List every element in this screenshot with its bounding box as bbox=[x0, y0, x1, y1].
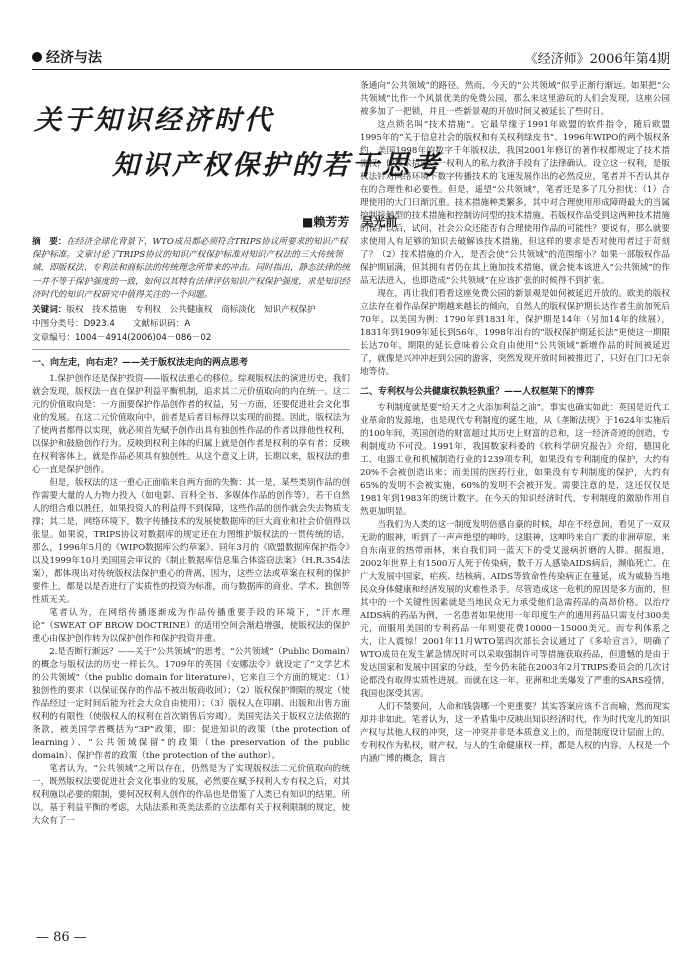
paragraph: 笔者认为，“公共领域”之所以存在，仍然是为了实现版权法二元价值取向的统一，既然版权法要促进社会文化事业的发展，必然要在赋予权利人专有权之后，对其权利施以必要的限制，要何况权利人创作的作品也是借鉴了人类已有知识的结果。所以，基于利益平衡的考虑，大陆法系和英美法系的立法都有关于权利限制的规定，使大众有了一 bbox=[32, 764, 350, 827]
paragraph: 专利制度就是要“给天才之火添加利益之油”。事实也确实如此：英国是近代工业革命的发源地，也是现代专利制度的诞生地，从《垄断法规》于1624年实施后的100年间，英国创造的财富超过其历史上财富的总和，这一经济奇迹的创造，专利制度功不可没。1991年，我国数家科委的《软科学研究报告》介绍，德国化工、电器工业和机械制造行业的1239项专利，如果没有专利制度的保护，大约有20%不会被创造出来；而美国的医药行业，如果没有专利制度的保护，大约有65%的发明不会被实施，60%的发明不会被开发。需要注意的是，这还仅仅是1981年到1983年的统计数字。在今天的知识经济时代，专利制度的激励作用自然更加明显。 bbox=[360, 403, 670, 517]
page-header bbox=[32, 44, 670, 70]
abstract bbox=[32, 236, 350, 302]
divider bbox=[32, 349, 350, 350]
paragraph: 但是，版权法的这一重心正面临来自两方面的失衡：其一是，某些类别作品的创作需要大量的人力物力投入（如电影、百科全书、多媒体作品的创作等），若干自然人的组合难以胜任，如果投资人的利益得不到保障，这些作品的创作就会失去物质支撑；其二是，网络环境下，数字传播技术的发展使数据库的巨大商业和社会价值得以张显。如果说，TRIPS协议对数据库的规定还在力图维护版权法的一贯传统的话，那么，1996年5月的《WIPO数据库公约草案》、同年3月的《欧盟数据库保护指令》以及1999年10月美国国会审议的《制止数据库信息集合体盗窃法案》（H.R.354法案），都体现出对传统版权法保护重心的背离，因为，这些立法或草案在权利的保护要件上，都是以是否进行了实质性的投资为标准，而与数据库的商业、学术、独创等性质无关。 bbox=[32, 478, 350, 606]
keywords-label: 关键词： bbox=[32, 305, 67, 316]
author-names: ■赖芳芳 吴光前 bbox=[302, 215, 398, 229]
article-title-line1: 关于知识经济时代 bbox=[34, 105, 274, 136]
doc-code: 文献标识码：A bbox=[132, 319, 191, 330]
paragraph: 当我们为人类的这一制度发明倍感自豪的时候，却在不经意间，看见了一双双无助的眼神，听到了一声声绝望的呻吟。这眼神，这呻吟来自广袤的非洲草原，来自东南亚的热带雨林，来自我们同一蓝天下的受艾滋病折磨的人群。据报道，2002年世界上有1500万人死于传染病，数千万人感染AIDS病后，濒临死亡。在广大发展中国家，疟疾、结核病、AIDS等致命性传染病正在蔓延，成为威胁当地民众身体健康和经济发展的灾难性杀手。尽管造成这一危机的原因是多方面的，但其中的一个关键性因素就是当地民众无力承受他们急需药品的高昂价格。以治疗AIDS病的药品为例，一名患者如果使用一年印度生产的通用药品只需支付300美元，而服用美国的专利药品一年则要花费10000－15000美元。而专利体系之大，让人震惊！2001年11月WTO第四次部长会议通过了《多哈宣言》，明确了WTO成员在发生紧急情况时可以采取强制许可等措施获取药品，但遗憾的是由于发达国家和发展中国家的分歧，至今仍未能在2003年2月TRIPS委员会的几次讨论都没有取得实质性进展。而就在这一年，亚洲和北美爆发了严重的SARS疫情，我国也深受其害。 bbox=[360, 520, 670, 699]
article-number: 文章编号：1004－4914(2006)04－086－02 bbox=[32, 333, 212, 344]
section-name: 经济与法 bbox=[46, 50, 102, 66]
paragraph: 现在，再让我们看看这座免费公园的新景观是如何被延迟开放的。欧美的版权立法存在着作品保护期越来越长的倾向，自然人的版权保护期长达作者生前加死后70年。以美国为例：1790年到1831年，保护期是14年（另加14年的续展），1831年到1909年延长到56年，1998年出台的“版权保护期延长法”更使这一期限长达70年。期限的延长意味着公众自由使用“公共领域”新增作品的时间被延迟了，就像是兴冲冲赶到公园的游客，突然发现开放时间被推迟了，只好在门口无奈地等待。 bbox=[360, 289, 670, 377]
paragraph: 2.是否断行渐远？——关于“公共领域”的思考。“公共领域”（Public Domain）的概念与版权法的历史一样长久。1709年的英国《安娜法令》就设定了“文学艺术的公共领域”（the public domain for literature），它来自三个方面的规定：（1）独创性的要求（以保证保存的作品不被出版商收回）；（2）版权保护期限的规定（使作品经过一定时间后能为社会大众自由使用）；（3）版权人在印刷、出版和出售方面权利的有限性（使版权人的权利在首次销售后穷竭）。美国宪法关于版权立法依据的条款，被美国学者概括为“3P”政策，即：促进知识的政策（the protection of learning）、“公共领域保留”的政策（the preservation of the public domain）、保护作者的政策（the protection of the author）。 bbox=[32, 647, 350, 762]
keywords bbox=[32, 304, 350, 317]
left-column bbox=[32, 236, 350, 828]
paragraph: 1.保护创作还是保护投资——版权法重心的移位。综观版权法的演进历史，我们就会发现，版权法一直在保护利益平衡机制，追求其二元价值取向的内在统一。这二元的价值取向是：一方面要保护作品创作者的权益，另一方面，还要促进社会文化事业的发展。在这二元价值取向中，前者是后者目标得以实现的前提。因此，版权法为了使两者都得以实现，就必须首先赋予创作出具有独创性作品的作者以排他性权利，以保护和鼓励创作行为。反映到权利主体的归属上就是创作者是权利的享有者；反映在权利客体上，就是作品必须具有独创性。从这个意义上讲，长期以来，版权法的重心一直是保护创作。 bbox=[32, 374, 350, 476]
paragraph: 条通向“公共领域”的路径。然而，今天的“公共领域”似乎正渐行渐远。如果把“公共领域”比作一个风景优美的免费公园，那么来这里游玩的人们会发现，这座公园被多加了一把锁，并且一些新景观的开放时间又被延长了些时日。 bbox=[360, 81, 670, 117]
bullet-icon bbox=[32, 52, 42, 62]
journal-issue: 《经济师》2006年第4期 bbox=[524, 52, 670, 67]
section-label bbox=[32, 47, 102, 67]
keywords-text: 版权 技术措施 专利权 公共健康权 商标淡化 知识产权保护 bbox=[66, 305, 316, 316]
article-title-line2: 知识产权保护的若干思考 bbox=[112, 150, 442, 181]
article-meta bbox=[32, 317, 350, 331]
section-2-heading: 二、专利权与公共健康权孰轻孰重？——人权框架下的博弈 bbox=[360, 387, 595, 397]
paragraph: 人们不禁要问，人命和钱袋哪一个更重要？其实答案应该不言而喻，然而现实却并非如此。笔者认为，这一矛盾集中反映出知识经济时代，作为时代宠儿的知识产权与其他人权的冲突，这一冲突并非是本质意义上的，而是制度设计层面上的。专利权作为私权，财产权，与人的生命健康权一样，都是人权的内容。人权是一个内涵广博的概念，简言 bbox=[360, 702, 670, 764]
page-number: — 86 — bbox=[36, 930, 87, 945]
abstract-label: 摘 要： bbox=[32, 237, 67, 247]
clc-number: 中图分类号：D923.4 bbox=[32, 319, 115, 330]
abstract-text: 在经济全球化背景下，WTO成员都必须符合TRIPS协议所要求的知识产权保护标准。文章讨论了TRIPS协议的知识产权保护标准对知识产权法的三大传统领域，即版权法、专利法和商标法的传统理念所带来的冲击。同时指出，静态法律的统一并不等于保护强度的一致，如何以其特有法律评估知识产权保护强度，求是知识经济时代的知识产权研究中值得关注的一个问题。 bbox=[32, 237, 350, 300]
paragraph: 这点锁名叫“技术措施”。它最早缘于1991年欧盟的软件指令，随后欧盟1995年的“关于信息社会的版权和有关权利绿皮书”、1996年WIPO的两个版权条约、美国1998年的数字千年版权法，我国2001年修订的著作权都规定了技术措施权，使技术措施这一权利人的私力救济手段有了法律确认。设立这一权利，是版权法针对网络环境下数字传播技术的飞速发展作出的必然反应，笔者并不否认其存在的合理性和必要性。但是，遥望“公共领域”，笔者还是多了几分担忧：（1）合理使用的大门日渐沉重。技术措施种类繁多，其中对合理使用形成障碍最大的当属控制接触型的技术措施和控制访问型的技术措施。若版权作品受到这两种技术措施的保护以后，试问，社会公众还能否有合理使用作品的可能性？要说有，那么就要求使用人有足够的知识去破解该技术措施，但这样的要求是否对使用者过于苛刻了？（2）技术措施的介入，是否会使“公共领域”的范围缩小？如果一部版权作品保护期届满，但其拥有者仍在其上施加技术措施，就会使本该进入“公共领域”的作品无法进入，也即造成“公共领域”在应该扩张的时候得不到扩张。 bbox=[360, 120, 670, 286]
paragraph: 笔者认为，在网络传播逐渐成为作品传播重要手段的环境下，“汗水理论”（SWEAT OF BROW DOCTRINE）的适用空间会渐趋增强，使版权法的保护重心由保护创作转为以保护创作和保护投资并重。 bbox=[32, 608, 350, 645]
right-column bbox=[360, 80, 670, 766]
section-1-heading: 一、向左走，向右走？——关于版权法走向的两点思考 bbox=[32, 358, 249, 369]
